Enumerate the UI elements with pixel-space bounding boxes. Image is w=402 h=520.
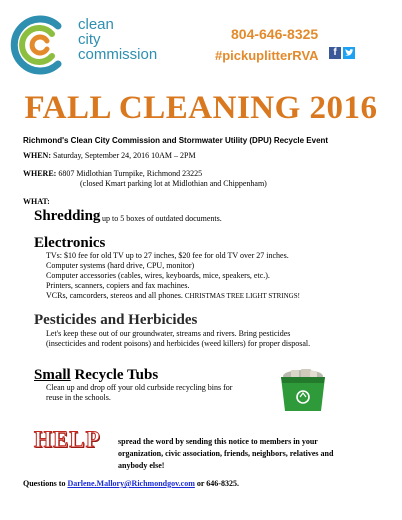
- logo-text-clean: clean: [78, 16, 114, 33]
- what-label: WHAT:: [23, 197, 50, 206]
- shredding-text: up to 5 boxes of outdated documents.: [102, 214, 222, 223]
- when-value: Saturday, September 24, 2016 10AM – 2PM: [53, 151, 196, 160]
- tubs-line: reuse in the schools.: [46, 393, 111, 402]
- when-label: WHEN:: [23, 151, 51, 160]
- twitter-icon[interactable]: [343, 47, 355, 59]
- tubs-heading-rest: Recycle Tubs: [70, 367, 159, 383]
- help-line: spread the word by sending this notice to members in your: [118, 437, 318, 446]
- electronics-heading: Electronics: [34, 235, 106, 251]
- tubs-line: Clean up and drop off your old curbside recycling bins for: [46, 383, 233, 392]
- tubs-heading-underlined: Small: [34, 367, 71, 383]
- facebook-icon[interactable]: f: [329, 47, 341, 59]
- recycle-bin-icon: [277, 367, 329, 413]
- questions-suffix: or 646-8325.: [194, 479, 239, 488]
- recycle-tubs-heading: [34, 367, 158, 383]
- questions-line: [23, 479, 239, 488]
- shredding-heading: Shredding: [34, 208, 101, 224]
- electronics-line-last: [46, 291, 300, 301]
- electronics-line: Printers, scanners, copiers and fax machines.: [46, 281, 190, 290]
- where-label: WHERE:: [23, 169, 57, 178]
- email-link[interactable]: Darlene.Mallory@Richmondgov.com: [67, 479, 195, 488]
- christmas-lights-note: CHRISTMAS TREE LIGHT STRINGS!: [184, 292, 300, 300]
- twitter-bird-icon: [343, 47, 355, 59]
- where-line: [23, 169, 202, 179]
- logo-text-commission: commission: [78, 46, 158, 63]
- hashtag: #pickuplitterRVA: [215, 48, 319, 63]
- help-line: anybody else!: [118, 461, 165, 470]
- event-subtitle: Richmond's Clean City Commission and Stormwater Utility (DPU) Recycle Event: [23, 136, 329, 145]
- electronics-line: Computer systems (hard drive, CPU, monitor): [46, 261, 195, 270]
- questions-prefix: Questions to: [23, 479, 68, 488]
- clean-city-logo-icon: [8, 14, 70, 76]
- help-line: organization, civic association, friends, neighbors, relatives and: [118, 449, 334, 458]
- electronics-line: VCRs, camcorders, stereos and all phones.: [46, 291, 183, 300]
- phone-number: 804-646-8325: [231, 26, 319, 42]
- page-title: FALL CLEANING 2016: [24, 90, 378, 126]
- help-heading: HELP: [34, 427, 101, 452]
- where-value: 6807 Midlothian Turnpike, Richmond 23225: [58, 169, 203, 178]
- when-line: [23, 151, 196, 161]
- where-note: (closed Kmart parking lot at Midlothian and Chippenham): [80, 179, 267, 188]
- pesticides-line: Let's keep these out of our groundwater, streams and rivers. Bring pesticides: [46, 329, 291, 338]
- pesticides-line: (insecticides and rodent poisons) and herbicides (weed killers) for proper disposal.: [46, 339, 311, 348]
- pesticides-heading: Pesticides and Herbicides: [34, 312, 198, 328]
- logo-text-city: city: [78, 31, 101, 48]
- electronics-line: Computer accessories (cables, wires, keyboards, mice, speakers, etc.).: [46, 271, 270, 280]
- electronics-line: TVs: $10 fee for old TV up to 27 inches, $20 fee for old TV over 27 inches.: [46, 251, 289, 260]
